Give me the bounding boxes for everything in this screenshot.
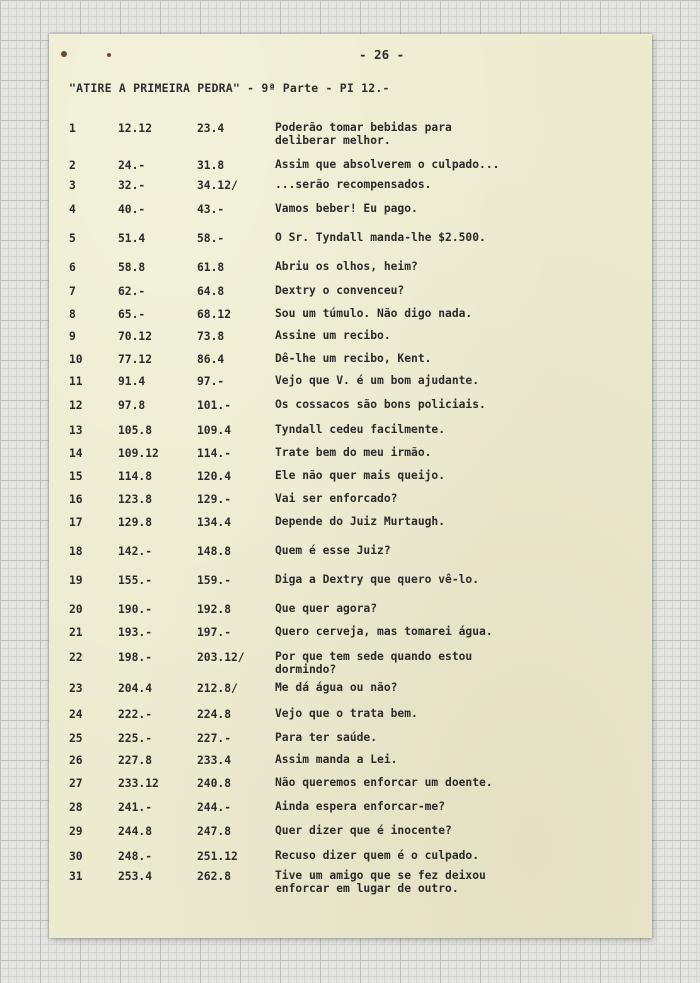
row-number: 4 [69,203,76,216]
time-in: 24.- [118,159,146,172]
row-number: 10 [69,353,83,366]
subtitle-text: Assine um recibo. [275,329,391,342]
subtitle-text: ...serão recompensados. [275,178,432,191]
time-in: 109.12 [118,447,159,460]
time-out: 58.- [197,232,225,245]
row-number: 5 [69,232,76,245]
row-number: 19 [69,574,83,587]
time-out: 251.12 [197,850,238,863]
subtitle-text: Tive um amigo que se fez deixou enforcar em lugar de outro. [275,869,486,895]
row-number: 26 [69,754,83,767]
time-in: 65.- [118,308,146,321]
time-in: 204.4 [118,682,153,695]
time-in: 198.- [118,651,153,664]
time-out: 134.4 [197,516,232,529]
table-row [49,870,652,904]
time-in: 32.- [118,179,146,192]
time-in: 97.8 [118,399,146,412]
time-out: 120.4 [197,470,232,483]
row-number: 2 [69,159,76,172]
subtitle-text: Vejo que V. é um bom ajudante. [275,374,480,387]
row-number: 21 [69,626,83,639]
subtitle-text: Quem é esse Juiz? [275,544,391,557]
page-number: - 26 - [359,47,405,62]
punch-hole-mark [107,53,111,57]
time-out: 73.8 [197,330,225,343]
time-out: 86.4 [197,353,225,366]
time-in: 77.12 [118,353,153,366]
subtitle-text: Quero cerveja, mas tomarei água. [275,625,493,638]
subtitle-text: Para ter saúde. [275,731,378,744]
subtitle-text: Quer dizer que é inocente? [275,824,452,837]
time-out: 244.- [197,801,232,814]
row-number: 24 [69,708,83,721]
subtitle-text: Os cossacos são bons policiais. [275,398,486,411]
time-in: 123.8 [118,493,153,506]
row-number: 3 [69,179,76,192]
subtitle-text: Vai ser enforcado? [275,492,398,505]
time-out: 97.- [197,375,225,388]
row-number: 14 [69,447,83,460]
time-out: 61.8 [197,261,225,274]
row-number: 11 [69,375,83,388]
time-in: 227.8 [118,754,153,767]
subtitle-text: Por que tem sede quando estou dormindo? [275,650,473,676]
subtitle-text: Que quer agora? [275,602,378,615]
time-in: 193.- [118,626,153,639]
time-out: 233.4 [197,754,232,767]
subtitle-text: Poderão tomar bebidas para deliberar melhor. [275,121,452,147]
time-in: 58.8 [118,261,146,274]
time-in: 222.- [118,708,153,721]
row-number: 20 [69,603,83,616]
time-in: 91.4 [118,375,146,388]
time-out: 159.- [197,574,232,587]
time-out: 227.- [197,732,232,745]
time-in: 51.4 [118,232,146,245]
time-out: 31.8 [197,159,225,172]
row-number: 31 [69,870,83,883]
row-number: 18 [69,545,83,558]
subtitle-text: Assim manda a Lei. [275,753,398,766]
table-row [49,651,652,685]
subtitle-text: Dextry o convenceu? [275,284,405,297]
subtitle-text: Recuso dizer quem é o culpado. [275,849,480,862]
subtitle-text: Dê-lhe um recibo, Kent. [275,352,432,365]
row-number: 23 [69,682,83,695]
time-out: 212.8/ [197,682,238,695]
row-number: 1 [69,122,76,135]
time-out: 43.- [197,203,225,216]
time-out: 192.8 [197,603,232,616]
subtitle-text: Diga a Dextry que quero vê-lo. [275,573,480,586]
row-number: 9 [69,330,76,343]
time-out: 64.8 [197,285,225,298]
time-out: 114.- [197,447,232,460]
time-in: 190.- [118,603,153,616]
subtitle-text: O Sr. Tyndall manda-lhe $2.500. [275,231,486,244]
time-in: 70.12 [118,330,153,343]
time-in: 40.- [118,203,146,216]
time-out: 197.- [197,626,232,639]
time-in: 142.- [118,545,153,558]
punch-hole-mark [61,51,67,57]
row-number: 13 [69,424,83,437]
row-number: 17 [69,516,83,529]
time-in: 105.8 [118,424,153,437]
row-number: 27 [69,777,83,790]
document-title: "ATIRE A PRIMEIRA PEDRA" - 9ª Parte - PI 12.- [69,81,390,95]
subtitle-text: Assim que absolverem o culpado... [275,158,500,171]
time-out: 109.4 [197,424,232,437]
subtitle-text: Vejo que o trata bem. [275,707,418,720]
row-number: 22 [69,651,83,664]
time-in: 253.4 [118,870,153,883]
subtitle-text: Me dá água ou não? [275,681,398,694]
subtitle-text: Depende do Juiz Murtaugh. [275,515,446,528]
time-in: 233.12 [118,777,159,790]
subtitle-text: Abriu os olhos, heim? [275,260,418,273]
time-in: 248.- [118,850,153,863]
row-number: 16 [69,493,83,506]
time-in: 12.12 [118,122,153,135]
row-number: 8 [69,308,76,321]
typed-page [49,34,652,938]
subtitle-text: Ainda espera enforcar-me? [275,800,446,813]
table-row [49,122,652,156]
row-number: 7 [69,285,76,298]
time-out: 101.- [197,399,232,412]
time-out: 68.12 [197,308,232,321]
subtitle-text: Sou um túmulo. Não digo nada. [275,307,473,320]
subtitle-text: Não queremos enforcar um doente. [275,776,493,789]
time-in: 244.8 [118,825,153,838]
subtitle-text: Tyndall cedeu facilmente. [275,423,446,436]
row-number: 15 [69,470,83,483]
time-in: 114.8 [118,470,153,483]
time-out: 262.8 [197,870,232,883]
time-out: 23.4 [197,122,225,135]
time-out: 148.8 [197,545,232,558]
time-in: 62.- [118,285,146,298]
row-number: 28 [69,801,83,814]
row-number: 25 [69,732,83,745]
time-in: 155.- [118,574,153,587]
time-out: 203.12/ [197,651,245,664]
time-in: 241.- [118,801,153,814]
row-number: 29 [69,825,83,838]
row-number: 30 [69,850,83,863]
time-out: 224.8 [197,708,232,721]
subtitle-text: Vamos beber! Eu pago. [275,202,418,215]
time-out: 129.- [197,493,232,506]
row-number: 12 [69,399,83,412]
time-out: 34.12/ [197,179,238,192]
subtitle-text: Trate bem do meu irmão. [275,446,432,459]
time-out: 240.8 [197,777,232,790]
subtitle-text: Ele não quer mais queijo. [275,469,446,482]
time-in: 225.- [118,732,153,745]
row-number: 6 [69,261,76,274]
time-in: 129.8 [118,516,153,529]
time-out: 247.8 [197,825,232,838]
